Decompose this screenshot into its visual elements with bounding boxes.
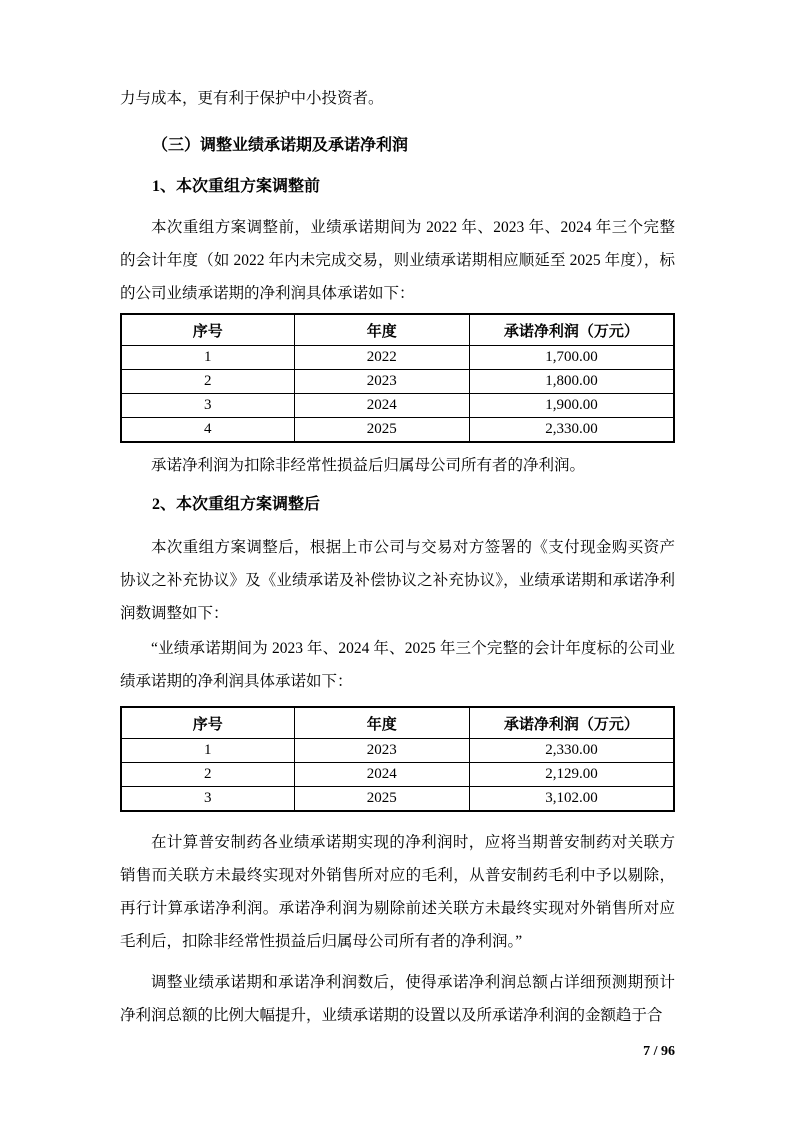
cell-index: 2 xyxy=(121,763,294,787)
cell-index: 2 xyxy=(121,370,294,394)
cell-profit: 2,330.00 xyxy=(469,739,674,763)
table-row xyxy=(121,787,674,812)
cell-year: 2024 xyxy=(294,763,469,787)
paragraph-before-adjustment: 本次重组方案调整前，业绩承诺期间为 2022 年、2023 年、2024 年三个完整的会计年度（如 2022 年内未完成交易，则业绩承诺期相应顺延至 2025 年度），标的公司业绩承诺期的净利润具体承诺如下： xyxy=(120,219,675,302)
cell-profit: 1,800.00 xyxy=(469,370,674,394)
cell-profit: 2,129.00 xyxy=(469,763,674,787)
cell-index: 3 xyxy=(121,394,294,418)
paragraph-quote-open: “业绩承诺期间为 2023 年、2024 年、2025 年三个完整的会计年度标的公司业绩承诺期的净利润具体承诺如下： xyxy=(120,640,675,690)
cell-profit: 3,102.00 xyxy=(469,787,674,812)
cell-year: 2023 xyxy=(294,739,469,763)
cell-year: 2025 xyxy=(294,418,469,443)
subsection-heading-after: 2、本次重组方案调整后 xyxy=(152,496,321,513)
page-number: 7 / 96 xyxy=(643,1044,675,1059)
table-row xyxy=(121,763,674,787)
table-row xyxy=(121,739,674,763)
cell-profit: 2,330.00 xyxy=(469,418,674,443)
table-header-row xyxy=(121,314,674,346)
cell-profit: 1,700.00 xyxy=(469,346,674,370)
cell-year: 2025 xyxy=(294,787,469,812)
table-row xyxy=(121,370,674,394)
table-header-row xyxy=(121,707,674,739)
cell-year: 2022 xyxy=(294,346,469,370)
column-header-year: 年度 xyxy=(294,314,469,346)
cell-index: 3 xyxy=(121,787,294,812)
paragraph-calculation: 在计算普安制药各业绩承诺期实现的净利润时，应将当期普安制药对关联方销售而关联方未最终实现对外销售所对应的毛利，从普安制药毛利中予以剔除，再行计算承诺净利润。承诺净利润为剔除前述关联方未最终实现对外销售所对应毛利后，扣除非经常性损益后归属母公司所有者的净利润。” xyxy=(120,834,675,950)
commitment-table-before xyxy=(120,313,675,443)
cell-profit: 1,900.00 xyxy=(469,394,674,418)
table-row xyxy=(121,346,674,370)
paragraph-closing: 调整业绩承诺期和承诺净利润数后，使得承诺净利润总额占详细预测期预计净利润总额的比例大幅提升，业绩承诺期的设置以及所承诺净利润的金额趋于合 xyxy=(120,974,675,1024)
table-row xyxy=(121,394,674,418)
column-header-year: 年度 xyxy=(294,707,469,739)
paragraph-note: 承诺净利润为扣除非经常性损益后归属母公司所有者的净利润。 xyxy=(151,457,586,474)
cell-index: 1 xyxy=(121,739,294,763)
table-row xyxy=(121,418,674,443)
column-header-profit: 承诺净利润（万元） xyxy=(469,707,674,739)
section-heading: （三）调整业绩承诺期及承诺净利润 xyxy=(152,137,409,154)
cell-year: 2023 xyxy=(294,370,469,394)
cell-index: 1 xyxy=(121,346,294,370)
column-header-index: 序号 xyxy=(121,707,294,739)
column-header-profit: 承诺净利润（万元） xyxy=(469,314,674,346)
subsection-heading-before: 1、本次重组方案调整前 xyxy=(152,178,321,195)
commitment-table-after xyxy=(120,706,675,812)
column-header-index: 序号 xyxy=(121,314,294,346)
cell-index: 4 xyxy=(121,418,294,443)
paragraph-after-adjustment: 本次重组方案调整后，根据上市公司与交易对方签署的《支付现金购买资产协议之补充协议》及《业绩承诺及补偿协议之补充协议》，业绩承诺期和承诺净利润数调整如下： xyxy=(120,539,675,622)
paragraph-intro-tail: 力与成本，更有利于保护中小投资者。 xyxy=(120,90,384,107)
cell-year: 2024 xyxy=(294,394,469,418)
